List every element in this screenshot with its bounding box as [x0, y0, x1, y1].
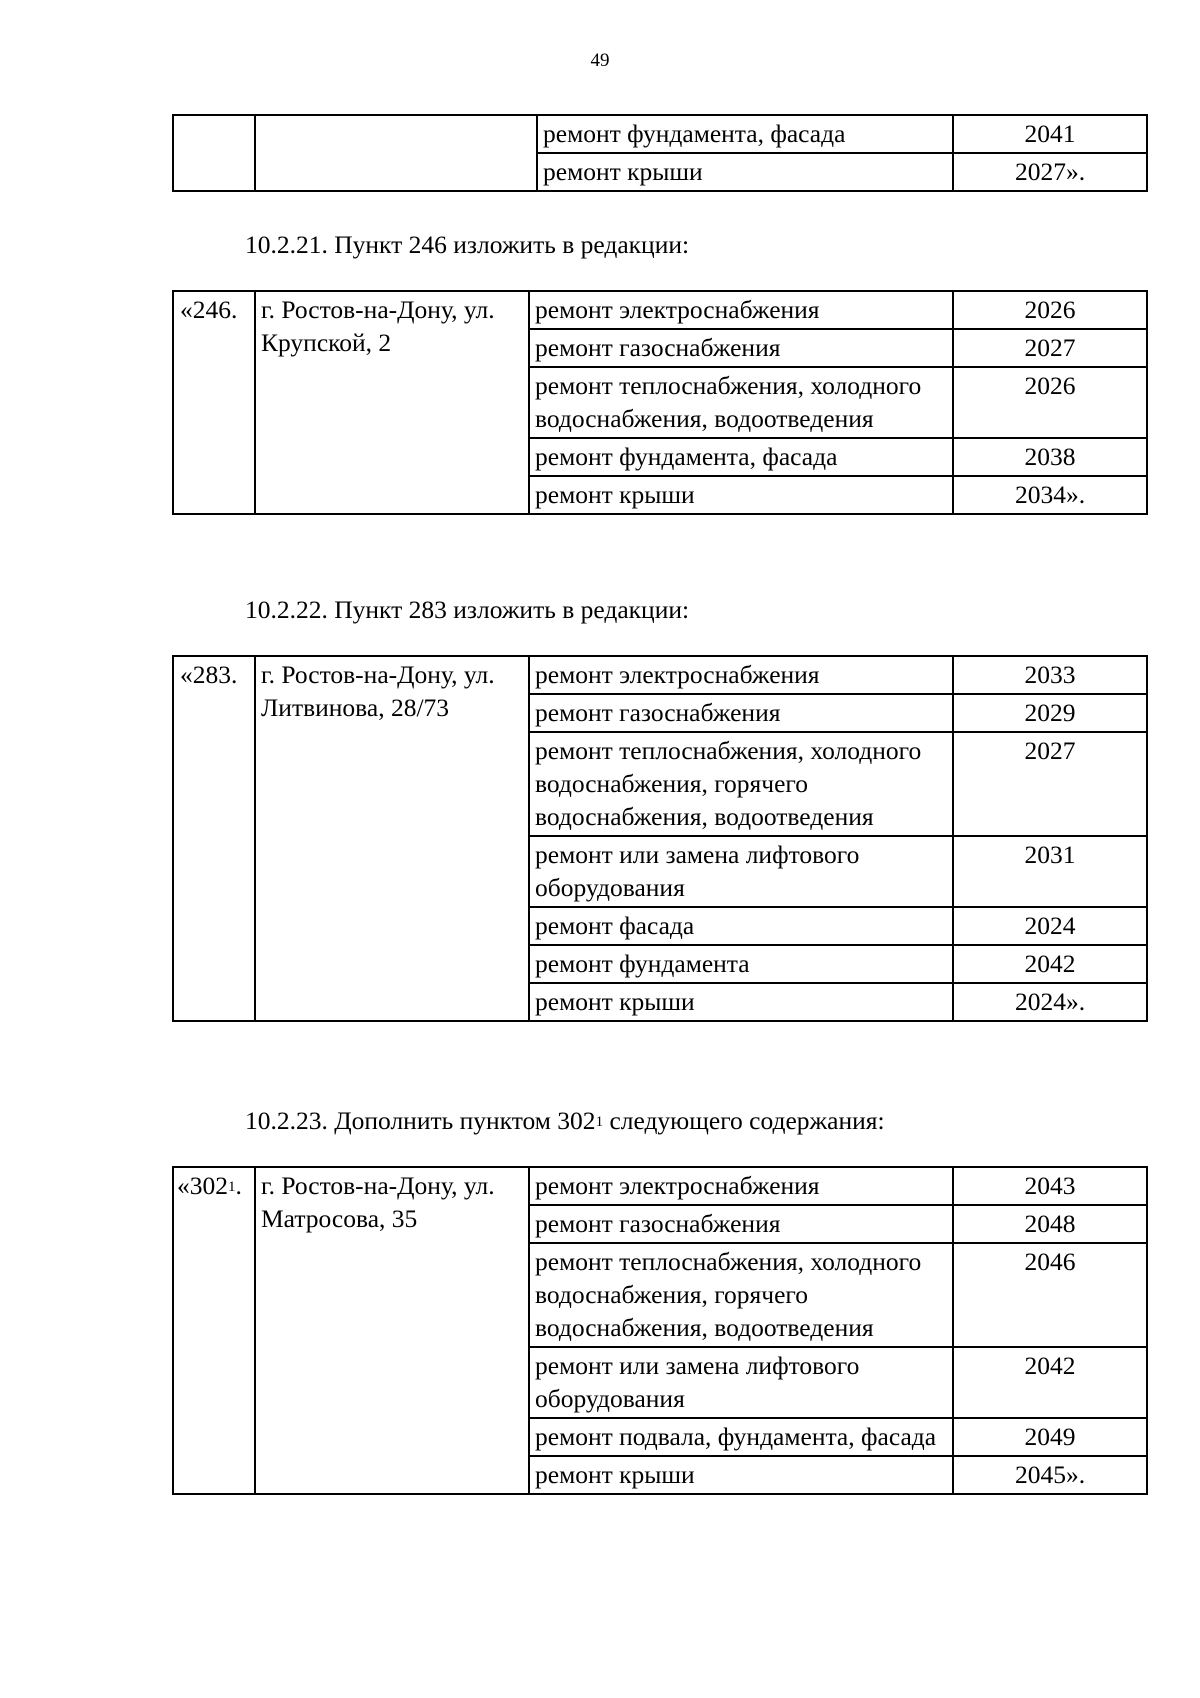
year-cell: 2043 [953, 1167, 1147, 1205]
address-cell: г. Ростов-на-Дону, ул. Матросова, 35 [255, 1167, 529, 1494]
heading-text: 10.2.23. Дополнить пунктом 302 [245, 1106, 596, 1135]
work-cell: ремонт фундамента [529, 945, 953, 983]
year-cell: 2046 [953, 1243, 1147, 1347]
work-cell: ремонт электроснабжения [529, 1167, 953, 1205]
year-cell: 2031 [953, 836, 1147, 907]
repair-table-283 [172, 655, 1148, 1022]
item-number-cell [173, 115, 255, 191]
heading-text: следующего содержания: [603, 1106, 885, 1135]
year-cell: 2045». [953, 1456, 1147, 1494]
page-number: 49 [590, 50, 610, 71]
work-cell: ремонт крыши [537, 153, 953, 191]
section-heading: 10.2.21. Пункт 246 изложить в редакции: [245, 230, 690, 259]
year-cell: 2038 [953, 438, 1147, 476]
year-cell: 2026 [953, 291, 1147, 329]
item-number-cell: «283. [173, 656, 255, 1021]
work-cell: ремонт крыши [529, 476, 953, 514]
repair-table-continuation [172, 114, 1148, 192]
work-cell: ремонт газоснабжения [529, 694, 953, 732]
work-cell: ремонт теплоснабжения, холодного водоснабжения, водоотведения [529, 367, 953, 438]
item-number-cell: «246. [173, 291, 255, 514]
table-row [173, 1167, 1147, 1205]
year-cell: 2024 [953, 907, 1147, 945]
year-cell: 2042 [953, 1347, 1147, 1418]
item-number-cell [173, 1167, 255, 1494]
section-heading [245, 1104, 885, 1137]
work-cell: ремонт электроснабжения [529, 656, 953, 694]
section-heading: 10.2.22. Пункт 283 изложить в редакции: [245, 595, 690, 624]
year-cell: 2027 [953, 329, 1147, 367]
work-cell: ремонт электроснабжения [529, 291, 953, 329]
year-cell: 2049 [953, 1418, 1147, 1456]
year-cell: 2033 [953, 656, 1147, 694]
year-cell: 2048 [953, 1205, 1147, 1243]
work-cell: ремонт теплоснабжения, холодного водоснабжения, горячего водоснабжения, водоотведения [529, 732, 953, 836]
repair-table-302-1 [172, 1166, 1148, 1495]
table-row [173, 291, 1147, 329]
address-cell: г. Ростов-на-Дону, ул. Литвинова, 28/73 [255, 656, 529, 1021]
table-row [173, 115, 1147, 153]
year-cell: 2024». [953, 983, 1147, 1021]
work-cell: ремонт крыши [529, 983, 953, 1021]
work-cell: ремонт или замена лифтового оборудования [529, 836, 953, 907]
work-cell: ремонт газоснабжения [529, 329, 953, 367]
work-cell: ремонт фасада [529, 907, 953, 945]
year-cell: 2027». [953, 153, 1147, 191]
address-cell: г. Ростов-на-Дону, ул. Крупской, 2 [255, 291, 529, 514]
work-cell: ремонт теплоснабжения, холодного водоснабжения, горячего водоснабжения, водоотведения [529, 1243, 953, 1347]
year-cell: 2027 [953, 732, 1147, 836]
repair-table-246 [172, 290, 1148, 515]
work-cell: ремонт фундамента, фасада [529, 438, 953, 476]
year-cell: 2026 [953, 367, 1147, 438]
item-number: «302 [177, 1171, 228, 1200]
work-cell: ремонт крыши [529, 1456, 953, 1494]
address-cell [255, 115, 537, 191]
work-cell: ремонт подвала, фундамента, фасада [529, 1418, 953, 1456]
superscript: 1 [595, 1114, 604, 1130]
year-cell: 2042 [953, 945, 1147, 983]
work-cell: ремонт или замена лифтового оборудования [529, 1347, 953, 1418]
year-cell: 2029 [953, 694, 1147, 732]
work-cell: ремонт фундамента, фасада [537, 115, 953, 153]
item-number-dot: . [235, 1171, 242, 1200]
year-cell: 2034». [953, 476, 1147, 514]
work-cell: ремонт газоснабжения [529, 1205, 953, 1243]
year-cell: 2041 [953, 115, 1147, 153]
superscript: 1 [228, 1179, 236, 1195]
table-row [173, 656, 1147, 694]
